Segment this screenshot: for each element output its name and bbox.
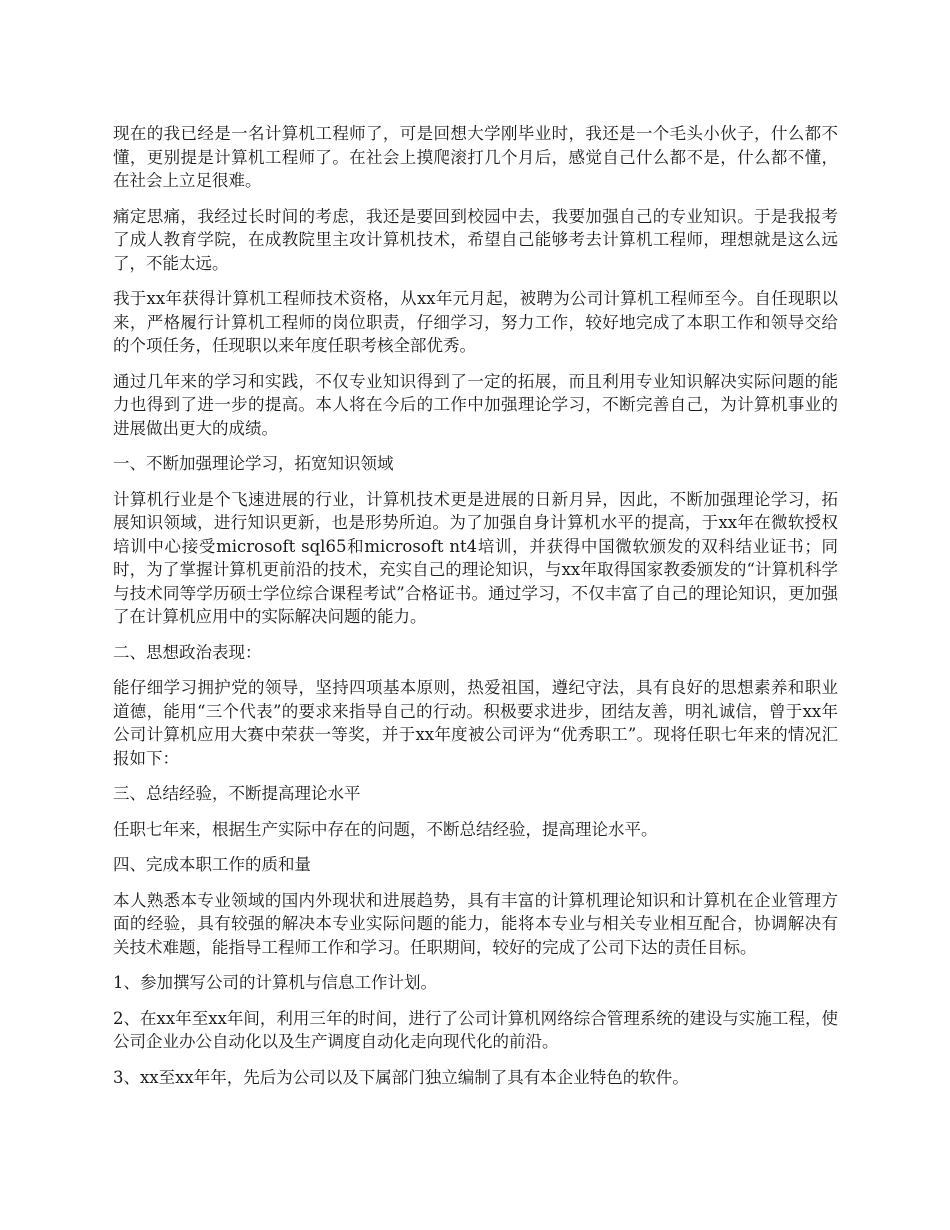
section-heading-3: 三、总结经验，不断提高理论水平 <box>113 784 361 803</box>
paragraph-summary: 任职七年来，根据生产实际中存在的问题，不断总结经验，提高理论水平。 <box>113 819 658 839</box>
paragraph-qualification: 我于xx年获得计算机工程师技术资格，从xx年元月起，被聘为公司计算机工程师至今。自任现职以来，严格履行计算机工程师的岗位职责，仔细学习，努力工作，较好地完成了本职工作和领导交给的个项任务，任现职以来年度任职考核全部优秀。 <box>113 289 838 355</box>
paragraph-progress: 通过几年来的学习和实践，不仅专业知识得到了一定的拓展，而且利用专业知识解决实际问题的能力也得到了进一步的提高。本人将在今后的工作中加强理论学习，不断完善自己，为计算机事业的进展做出更大的成绩。 <box>113 371 838 438</box>
paragraph-expertise: 本人熟悉本专业领域的国内外现状和进展趋势，具有丰富的计算机理论知识和计算机在企业管理方面的经验，具有较强的解决本专业实际问题的能力，能将本专业与相关专业相互配合，协调解决有关技术难题，能指导工程师工作和学习。任职期间，较好的完成了公司下达的责任目标。 <box>113 890 838 957</box>
list-item-1: 1、参加撰写公司的计算机与信息工作计划。 <box>113 973 437 992</box>
paragraph-intro: 现在的我已经是一名计算机工程师了，可是回想大学刚毕业时，我还是一个毛头小伙子，什么都不懂，更别提是计算机工程师了。在社会上摸爬滚打几个月后，感觉自己什么都不是，什么都不懂，在社会上立足很难。 <box>113 124 838 190</box>
list-item-3: 3、xx至xx年年，先后为公司以及下属部门独立编制了具有本企业特色的软件。 <box>113 1067 689 1087</box>
list-item-2: 2、在xx年至xx年间，利用三年的时间，进行了公司计算机网络综合管理系统的建设与实施工程，使公司企业办公自动化以及生产调度自动化走向现代化的前沿。 <box>113 1008 838 1051</box>
paragraph-training: 计算机行业是个飞速进展的行业，计算机技术更是进展的日新月异，因此，不断加强理论学习，拓展知识领域，进行知识更新，也是形势所迫。为了加强自身计算机水平的提高，于xx年在微软授权培训中心接受microsoft sql65和microsoft nt4培训，并获得中国微软颁发的双科结业证书；同时，为了掌握计算机更前沿的技术，充实自己的理论知识，与xx年取得国家教委颁发的“计算机科学与技术同等学历硕士学位综合课程考试”合格证书。通过学习，不仅丰富了自己的理论知识，更加强了在计算机应用中的实际解决问题的能力。 <box>113 489 838 626</box>
section-heading-4: 四、完成本职工作的质和量 <box>113 855 311 874</box>
section-heading-2: 二、思想政治表现： <box>113 642 262 662</box>
paragraph-study-decision: 痛定思痛，我经过长时间的考虑，我还是要回到校园中去，我要加强自己的专业知识。于是我报考了成人教育学院，在成教院里主攻计算机技术，希望自己能够考去计算机工程师，理想就是这么远了，不能太远。 <box>113 206 838 273</box>
section-heading-1: 一、不断加强理论学习，拓宽知识领域 <box>113 454 394 473</box>
paragraph-political: 能仔细学习拥护党的领导，坚持四项基本原则，热爱祖国，遵纪守法，具有良好的思想素养和职业道德，能用“三个代表”的要求来指导自己的行动。积极要求进步，团结友善，明礼诚信，曾于xx年公司计算机应用大赛中荣获一等奖，并于xx年度被公司评为“优秀职工”。现将任职七年来的情况汇报如下： <box>113 678 838 768</box>
